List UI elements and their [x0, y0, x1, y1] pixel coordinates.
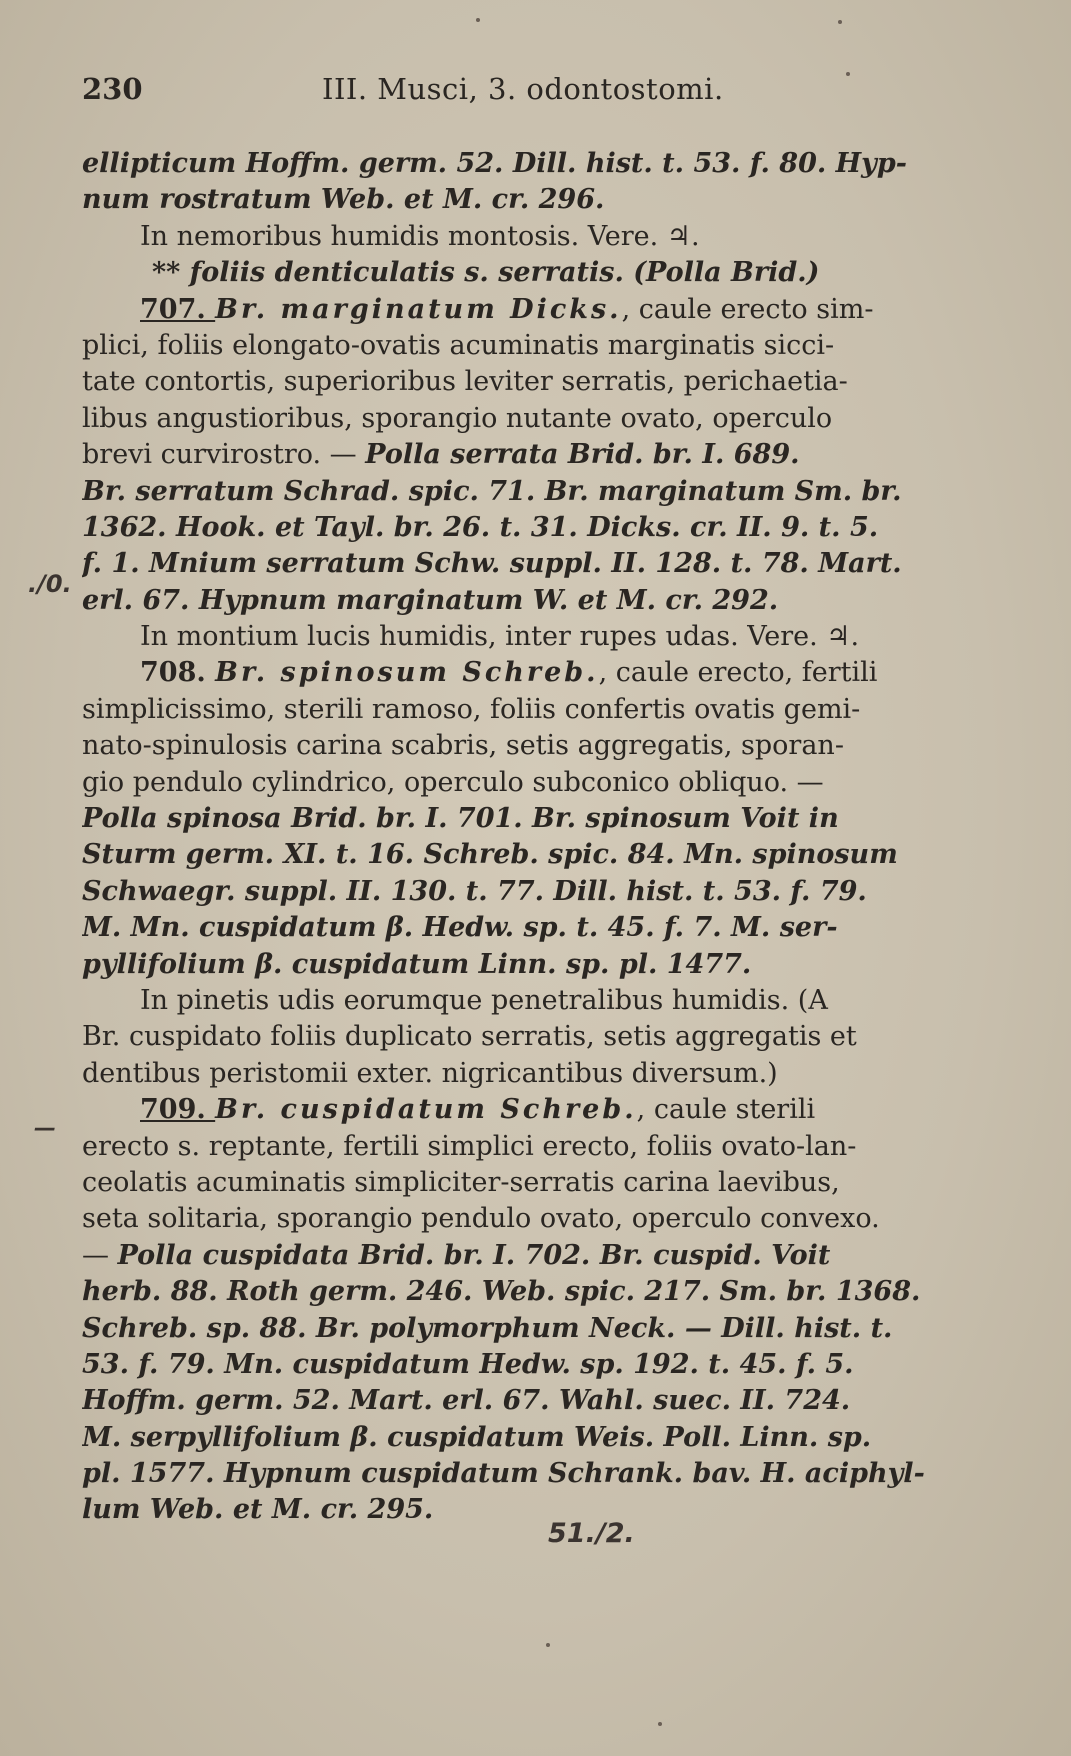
text-line [82, 292, 998, 328]
text-line [82, 874, 998, 910]
text-segment: gio pendulo cylindrico, operculo subconico obliquo. — [82, 766, 824, 798]
text-line [82, 146, 998, 182]
text-segment: erecto s. reptante, fertili simplici erecto, foliis ovato-lan- [82, 1130, 857, 1162]
margin-dash: — [34, 1116, 56, 1141]
text-line [82, 328, 998, 364]
text-segment: brevi curvirostro. — [82, 439, 366, 471]
text-line [82, 1420, 998, 1456]
text-line [82, 1456, 998, 1492]
text-segment: pl. 1577. Hypnum cuspidatum Schrank. bav. H. aciphyl- [82, 1458, 925, 1490]
text-line [82, 255, 998, 291]
text-line [82, 546, 998, 582]
text-line [82, 1201, 998, 1237]
text-segment: Hoffm. germ. 52. Mart. erl. 67. Wahl. suec. II. 724. [82, 1385, 851, 1417]
text-segment: In pinetis udis eorumque penetralibus humidis. (A [140, 984, 828, 1016]
text-segment: 709. [140, 1094, 216, 1126]
text-line [82, 1492, 998, 1528]
text-line [82, 364, 998, 400]
text-segment: Polla cuspidata Brid. br. I. 702. Br. cuspid. Voit [117, 1239, 831, 1271]
text-segment: Schreb. sp. 88. Br. polymorphum Neck. — Dill. hist. t. [82, 1312, 893, 1344]
text-segment: ellipticum Hoffm. germ. 52. Dill. hist. t. 53. f. 80. Hyp- [82, 148, 907, 179]
text-segment: 708. [140, 657, 216, 689]
text-line [82, 401, 998, 437]
text-segment: — [82, 1239, 118, 1271]
text-line [82, 1383, 998, 1419]
text-line [82, 219, 998, 255]
text-line [82, 1019, 998, 1055]
text-segment: num rostratum Web. et M. cr. 296. [82, 184, 605, 216]
page-number: 230 [82, 72, 143, 106]
text-segment: libus angustioribus, sporangio nutante ovato, operculo [82, 402, 833, 434]
text-line [82, 801, 998, 837]
text-segment: M. Mn. cuspidatum β. Hedw. sp. t. 45. f. 7. M. ser- [82, 912, 838, 944]
text-segment: M. serpyllifolium β. cuspidatum Weis. Poll. Linn. sp. [82, 1421, 872, 1453]
text-line [82, 474, 998, 510]
text-segment: ** foliis denticulatis s. serratis. (Polla Brid.) [152, 257, 820, 289]
text-segment: tate contortis, superioribus leviter serratis, perichaetia- [82, 366, 848, 398]
text-line [82, 765, 998, 801]
text-segment: Polla serrata Brid. br. I. 689. [365, 439, 800, 471]
text-segment: lum Web. et M. cr. 295. [82, 1494, 434, 1526]
text-line [82, 182, 998, 218]
text-line [82, 983, 998, 1019]
text-line [82, 619, 998, 655]
text-segment: , caule sterili [636, 1094, 816, 1126]
text-line [82, 1238, 998, 1274]
text-segment: Br. serratum Schrad. spic. 71. Br. marginatum Sm. br. [82, 475, 902, 507]
text-line [82, 947, 998, 983]
text-line [82, 728, 998, 764]
text-line [82, 583, 998, 619]
text-segment: Polla spinosa Brid. br. I. 701. Br. spinosum Voit in [82, 803, 839, 835]
text-segment: herb. 88. Roth germ. 246. Web. spic. 217. Sm. br. 1368. [82, 1276, 921, 1308]
text-segment: 53. f. 79. Mn. cuspidatum Hedw. sp. 192. t. 45. f. 5. [82, 1348, 854, 1380]
paper-speck [838, 20, 842, 24]
text-segment: seta solitaria, sporangio pendulo ovato, operculo convexo. [82, 1203, 880, 1235]
text-segment: dentibus peristomii exter. nigricantibus diversum.) [82, 1057, 778, 1089]
text-line [82, 1165, 998, 1201]
text-segment: , caule erecto, fertili [598, 657, 878, 689]
running-title: III. Musci, 3. odontostomi. [322, 72, 724, 106]
text-body [82, 146, 998, 1529]
text-line [82, 1056, 998, 1092]
paper-speck [546, 1643, 550, 1647]
text-segment: f. 1. Mnium serratum Schw. suppl. II. 128. t. 78. Mart. [82, 548, 902, 580]
text-segment: In montium lucis humidis, inter rupes udas. Vere. ♃. [140, 621, 860, 653]
text-segment: 1362. Hook. et Tayl. br. 26. t. 31. Dicks. cr. II. 9. t. 5. [82, 511, 879, 543]
text-segment: nato-spinulosis carina scabris, setis aggregatis, sporan- [82, 730, 844, 762]
text-line [82, 1129, 998, 1165]
page-header [82, 72, 782, 112]
text-segment: Br. marginatum Dicks. [215, 293, 622, 325]
text-segment: plici, foliis elongato-ovatis acuminatis marginatis sicci- [82, 329, 835, 361]
text-segment: pyllifolium β. cuspidatum Linn. sp. pl. 1477. [82, 948, 752, 980]
text-segment: simplicissimo, sterili ramoso, foliis confertis ovatis gemi- [82, 693, 861, 725]
text-segment: In nemoribus humidis montosis. Vere. ♃. [140, 220, 700, 252]
handwritten-note: 51./2. [548, 1518, 635, 1549]
text-segment: erl. 67. Hypnum marginatum W. et M. cr. 292. [82, 584, 779, 616]
text-segment: Schwaegr. suppl. II. 130. t. 77. Dill. hist. t. 53. f. 79. [82, 875, 867, 907]
text-line [82, 837, 998, 873]
text-line [82, 655, 998, 691]
text-line [82, 1274, 998, 1310]
text-segment: Br. cuspidatum Schreb. [215, 1094, 637, 1126]
text-segment: Br. cuspidato foliis duplicato serratis, setis aggregatis et [82, 1021, 857, 1053]
paper-speck [658, 1722, 662, 1726]
margin-annotation: ./0. [28, 570, 72, 598]
text-line [82, 1311, 998, 1347]
text-line [82, 1092, 998, 1128]
paper-speck [846, 72, 850, 76]
text-segment: 707. [140, 293, 216, 325]
text-segment: ceolatis acuminatis simpliciter-serratis carina laevibus, [82, 1166, 840, 1198]
paper-speck [476, 18, 480, 22]
text-line [82, 1347, 998, 1383]
text-line [82, 692, 998, 728]
text-segment: , caule erecto sim- [621, 293, 874, 325]
text-line [82, 510, 998, 546]
text-segment: Br. spinosum Schreb. [215, 657, 599, 689]
text-line [82, 910, 998, 946]
text-line [82, 437, 998, 473]
text-segment: Sturm germ. XI. t. 16. Schreb. spic. 84. Mn. spinosum [82, 839, 898, 871]
